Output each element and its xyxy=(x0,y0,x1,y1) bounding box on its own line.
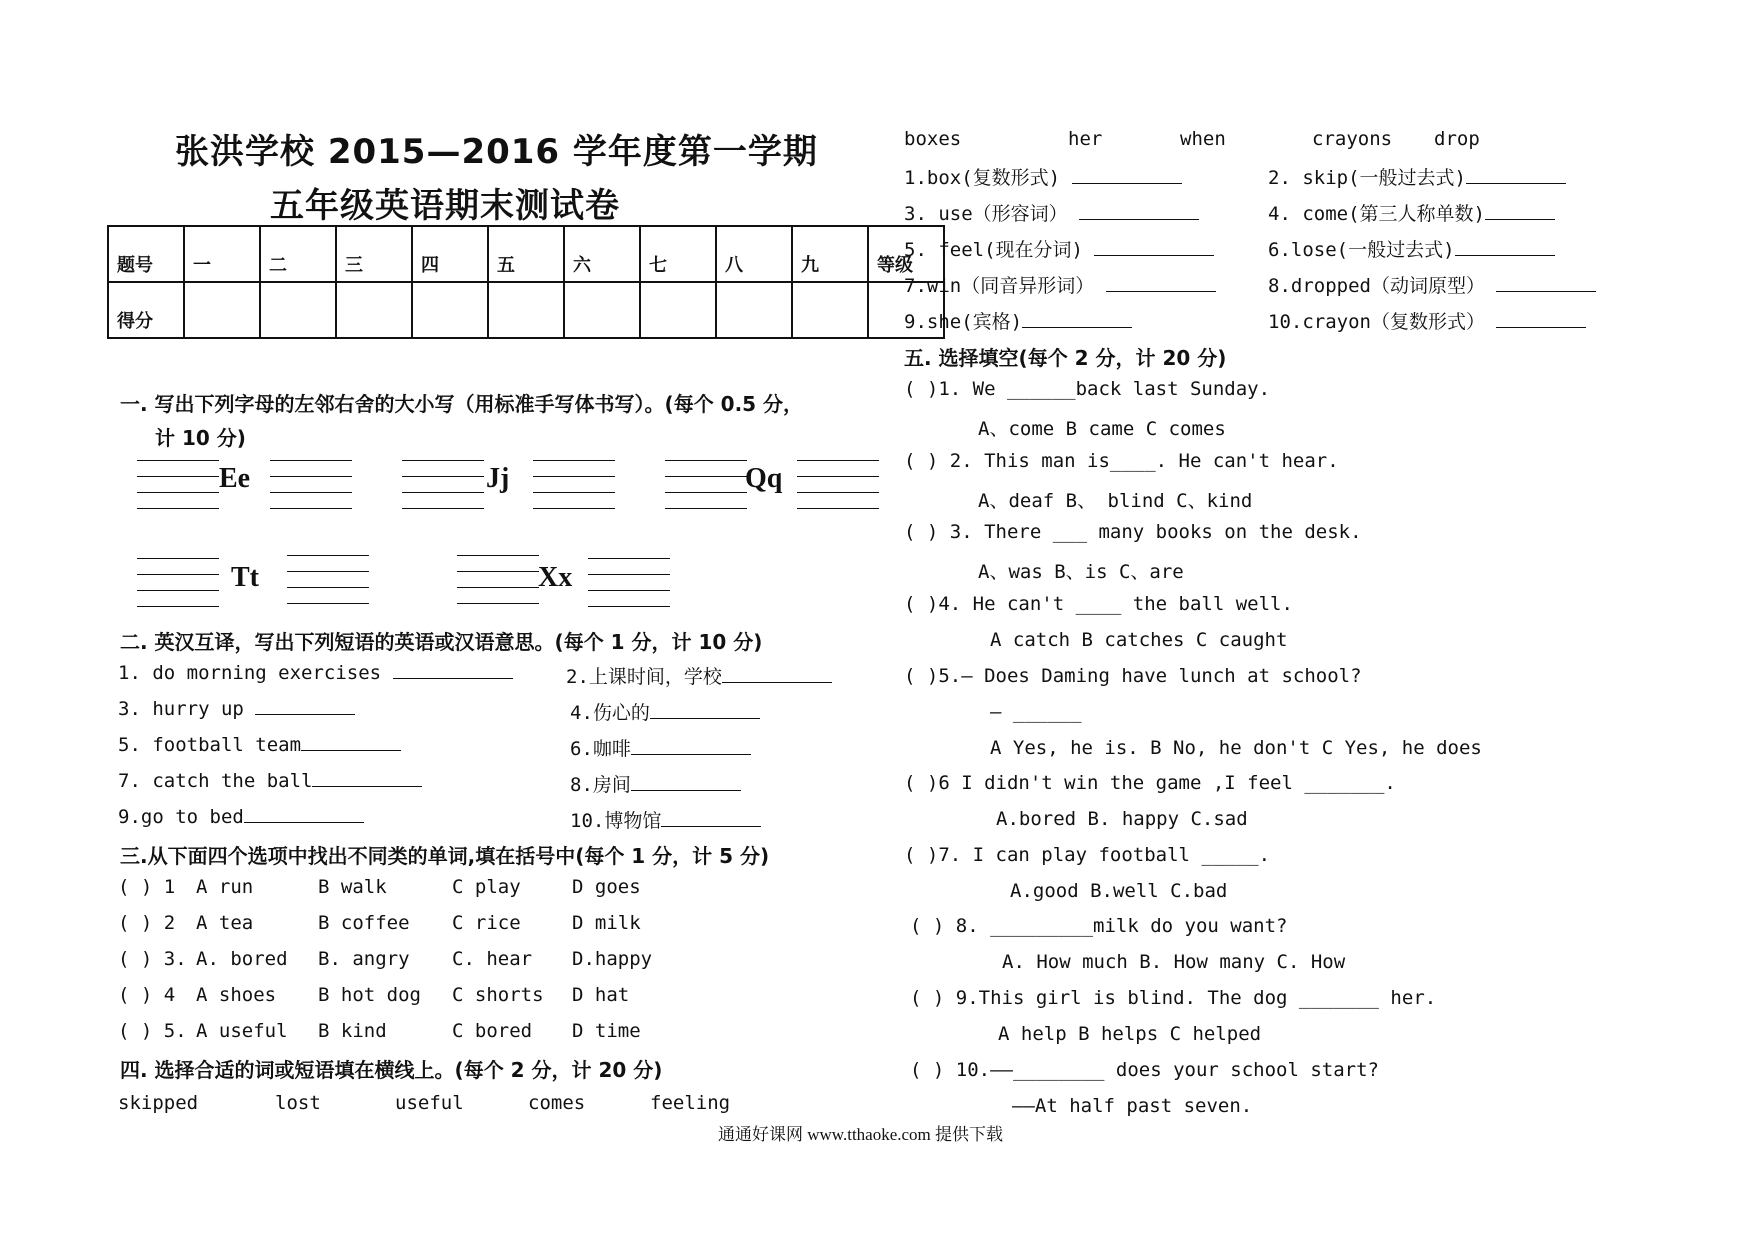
s3-row-5-num[interactable]: ( ) 5. xyxy=(118,1020,187,1042)
s5-q1-options: A、come B came C comes xyxy=(978,418,1226,440)
score-cell[interactable] xyxy=(564,282,640,338)
score-header-cell: 七 xyxy=(640,226,716,282)
writing-lines[interactable] xyxy=(533,460,615,510)
s4-item-3[interactable] xyxy=(904,199,1199,226)
s3-row-5-d: D time xyxy=(572,1020,641,1042)
s3-row-2-d: D milk xyxy=(572,912,641,934)
score-header-cell: 题号 xyxy=(108,226,184,282)
s5-q5-answer-line[interactable]: — ______ xyxy=(990,701,1082,723)
writing-lines[interactable] xyxy=(665,460,747,510)
s5-q2[interactable]: ( ) 2. This man is____. He can't hear. xyxy=(904,450,1339,472)
writing-lines[interactable] xyxy=(287,555,369,605)
word-bank-word: comes xyxy=(528,1092,586,1114)
s3-row-3-a: A. bored xyxy=(196,948,288,970)
score-header-cell: 三 xyxy=(336,226,412,282)
writing-lines[interactable] xyxy=(137,558,219,608)
letter-jj: Jj xyxy=(486,463,510,494)
score-header-cell: 九 xyxy=(792,226,868,282)
s3-row-5-a: A useful xyxy=(196,1020,288,1042)
s5-q6[interactable]: ( )6 I didn't win the game ,I feel _______. xyxy=(904,772,1396,794)
s5-q5[interactable]: ( )5.— Does Daming have lunch at school? xyxy=(904,665,1362,687)
score-table-header-row xyxy=(108,226,944,282)
score-header-cell: 八 xyxy=(716,226,792,282)
s2-item-5[interactable] xyxy=(118,734,401,756)
s2-item-2-text: 2.上课时间，学校 xyxy=(566,666,722,688)
s4-item-6[interactable] xyxy=(1268,235,1555,262)
score-header-cell: 六 xyxy=(564,226,640,282)
score-cell[interactable] xyxy=(260,282,336,338)
s4-item-2[interactable] xyxy=(1268,163,1566,190)
score-header-cell: 一 xyxy=(184,226,260,282)
writing-lines[interactable] xyxy=(797,460,879,510)
s4-item-7[interactable] xyxy=(904,271,1216,298)
s3-row-4-c: C shorts xyxy=(452,984,544,1006)
score-cell[interactable] xyxy=(336,282,412,338)
score-cell[interactable] xyxy=(184,282,260,338)
score-header-cell: 四 xyxy=(412,226,488,282)
s2-item-8-text: 8.房间 xyxy=(570,774,631,796)
s3-row-4-d: D hat xyxy=(572,984,630,1006)
title-line-2: 五年级英语期末测试卷 xyxy=(270,186,620,226)
score-table xyxy=(107,225,945,339)
s3-row-4-b: B hot dog xyxy=(318,984,421,1006)
s3-row-4-num[interactable]: ( ) 4 xyxy=(118,984,176,1006)
s4-item-2-text: 2. skip(一般过去式) xyxy=(1268,167,1466,189)
s5-q8[interactable]: ( ) 8. _________milk do you want? xyxy=(910,915,1288,937)
s2-item-10[interactable] xyxy=(570,806,761,833)
s5-q7-options: A.good B.well C.bad xyxy=(1010,880,1228,902)
s2-item-8[interactable] xyxy=(570,770,741,797)
s4-item-8[interactable] xyxy=(1268,271,1596,298)
word-bank-word: lost xyxy=(275,1092,321,1114)
section-1-heading-cont: 计 10 分) xyxy=(155,426,246,450)
s4-item-7-text: 7.win（同音异形词） xyxy=(904,275,1095,297)
s3-row-2-a: A tea xyxy=(196,912,254,934)
section-2-heading: 二. 英汉互译，写出下列短语的英语或汉语意思。(每个 1 分，计 10 分) xyxy=(120,630,763,654)
footer-watermark: 通通好课网 www.tthaoke.com 提供下载 xyxy=(718,1125,1004,1144)
word-bank-word: when xyxy=(1180,128,1226,150)
s2-item-4-text: 4.伤心的 xyxy=(570,702,650,724)
score-cell[interactable] xyxy=(640,282,716,338)
s2-item-3-text: 3. hurry up xyxy=(118,698,244,720)
s5-q2-options: A、deaf B、 blind C、kind xyxy=(978,490,1253,512)
s3-row-2-num[interactable]: ( ) 2 xyxy=(118,912,176,934)
s3-row-3-c: C. hear xyxy=(452,948,533,970)
s2-item-7[interactable] xyxy=(118,770,422,792)
writing-lines[interactable] xyxy=(588,558,670,608)
score-header-cell: 五 xyxy=(488,226,564,282)
score-row-label: 得分 xyxy=(108,282,184,338)
s3-row-1-b: B walk xyxy=(318,876,387,898)
s5-q8-options: A. How much B. How many C. How xyxy=(1002,951,1346,973)
word-bank-word: boxes xyxy=(904,128,962,150)
word-bank-word: her xyxy=(1068,128,1103,150)
writing-lines[interactable] xyxy=(137,460,219,510)
s3-row-5-b: B kind xyxy=(318,1020,387,1042)
s5-q3[interactable]: ( ) 3. There ___ many books on the desk. xyxy=(904,521,1362,543)
s3-row-1-a: A run xyxy=(196,876,254,898)
s5-q10[interactable]: ( ) 10.——________ does your school start? xyxy=(910,1059,1379,1081)
score-header-cell: 等级 xyxy=(868,226,944,282)
s4-item-4-text: 4. come(第三人称单数) xyxy=(1268,203,1485,225)
section-3-heading: 三.从下面四个选项中找出不同类的单词,填在括号中(每个 1 分，计 5 分) xyxy=(120,844,770,868)
s3-row-1-num[interactable]: ( ) 1 xyxy=(118,876,176,898)
writing-lines[interactable] xyxy=(270,460,352,510)
s2-item-7-text: 7. catch the ball xyxy=(118,770,313,792)
score-cell[interactable] xyxy=(488,282,564,338)
s4-item-8-text: 8.dropped（动词原型） xyxy=(1268,275,1485,297)
s3-row-5-c: C bored xyxy=(452,1020,533,1042)
s3-row-2-c: C rice xyxy=(452,912,521,934)
s4-item-4[interactable] xyxy=(1268,199,1555,226)
s4-item-10[interactable] xyxy=(1268,307,1586,334)
s4-item-6-text: 6.lose(一般过去式) xyxy=(1268,239,1455,261)
s4-item-5-text: 5. feel(现在分词) xyxy=(904,239,1083,261)
s2-item-1[interactable] xyxy=(118,662,513,684)
s5-q1[interactable]: ( )1. We ______back last Sunday. xyxy=(904,378,1271,400)
s4-item-9[interactable] xyxy=(904,307,1132,334)
s4-item-1[interactable] xyxy=(904,163,1182,190)
score-table-score-row xyxy=(108,282,944,338)
s5-q4[interactable]: ( )4. He can't ____ the ball well. xyxy=(904,593,1293,615)
word-bank-word: feeling xyxy=(650,1092,731,1114)
s5-q6-options: A.bored B. happy C.sad xyxy=(996,808,1248,830)
s5-q9-options: A help B helps C helped xyxy=(998,1023,1262,1045)
score-cell[interactable] xyxy=(412,282,488,338)
word-bank-word: drop xyxy=(1434,128,1480,150)
s2-item-6[interactable] xyxy=(570,734,751,761)
s2-item-4[interactable] xyxy=(570,698,760,725)
s2-item-3[interactable] xyxy=(118,698,355,720)
s2-item-9[interactable] xyxy=(118,806,364,828)
section-4-heading: 四. 选择合适的词或短语填在横线上。(每个 2 分，计 20 分) xyxy=(120,1058,663,1082)
score-header-cell: 二 xyxy=(260,226,336,282)
score-cell[interactable] xyxy=(792,282,868,338)
s3-row-3-num[interactable]: ( ) 3. xyxy=(118,948,187,970)
s3-row-3-d: D.happy xyxy=(572,948,653,970)
score-cell[interactable] xyxy=(716,282,792,338)
letter-xx: Xx xyxy=(538,562,573,593)
s5-q3-options: A、was B、is C、are xyxy=(978,561,1184,583)
s2-item-9-text: 9.go to bed xyxy=(118,806,244,828)
word-bank-word: skipped xyxy=(118,1092,199,1114)
s4-item-1-text: 1.box(复数形式) xyxy=(904,167,1061,189)
letter-qq: Qq xyxy=(745,463,783,494)
s5-q9[interactable]: ( ) 9.This girl is blind. The dog _______ her. xyxy=(910,987,1437,1009)
s3-row-1-c: C play xyxy=(452,876,521,898)
word-bank-word: crayons xyxy=(1312,128,1393,150)
s4-item-3-text: 3. use（形容词） xyxy=(904,203,1068,225)
word-bank-word: useful xyxy=(395,1092,464,1114)
section-5-heading: 五. 选择填空(每个 2 分，计 20 分) xyxy=(904,346,1227,370)
s2-item-6-text: 6.咖啡 xyxy=(570,738,631,760)
s2-item-10-text: 10.博物馆 xyxy=(570,810,662,832)
s3-row-2-b: B coffee xyxy=(318,912,410,934)
letter-ee: Ee xyxy=(219,463,251,494)
s3-row-4-a: A shoes xyxy=(196,984,277,1006)
title-line-1: 张洪学校 2015—2016 学年度第一学期 xyxy=(175,132,818,172)
writing-lines[interactable] xyxy=(457,555,539,605)
s3-row-1-d: D goes xyxy=(572,876,641,898)
s5-q4-options: A catch B catches C caught xyxy=(990,629,1288,651)
s4-item-5[interactable] xyxy=(904,235,1214,262)
s2-item-5-text: 5. football team xyxy=(118,734,302,756)
writing-lines[interactable] xyxy=(402,460,484,510)
s2-item-2[interactable] xyxy=(566,662,832,689)
section-1-heading: 一. 写出下列字母的左邻右舍的大小写（用标准手写体书写）。(每个 0.5 分， xyxy=(120,392,804,416)
s4-item-10-text: 10.crayon（复数形式） xyxy=(1268,311,1485,333)
s4-item-9-text: 9.she(宾格) xyxy=(904,311,1023,333)
s5-q7[interactable]: ( )7. I can play football _____. xyxy=(904,844,1271,866)
s5-q5-options: A Yes, he is. B No, he don't C Yes, he does xyxy=(990,737,1482,759)
s2-item-1-text: 1. do morning exercises xyxy=(118,662,382,684)
letter-tt: Tt xyxy=(231,562,259,593)
s5-q10-answer: ——At half past seven. xyxy=(1012,1095,1253,1117)
s3-row-3-b: B. angry xyxy=(318,948,410,970)
